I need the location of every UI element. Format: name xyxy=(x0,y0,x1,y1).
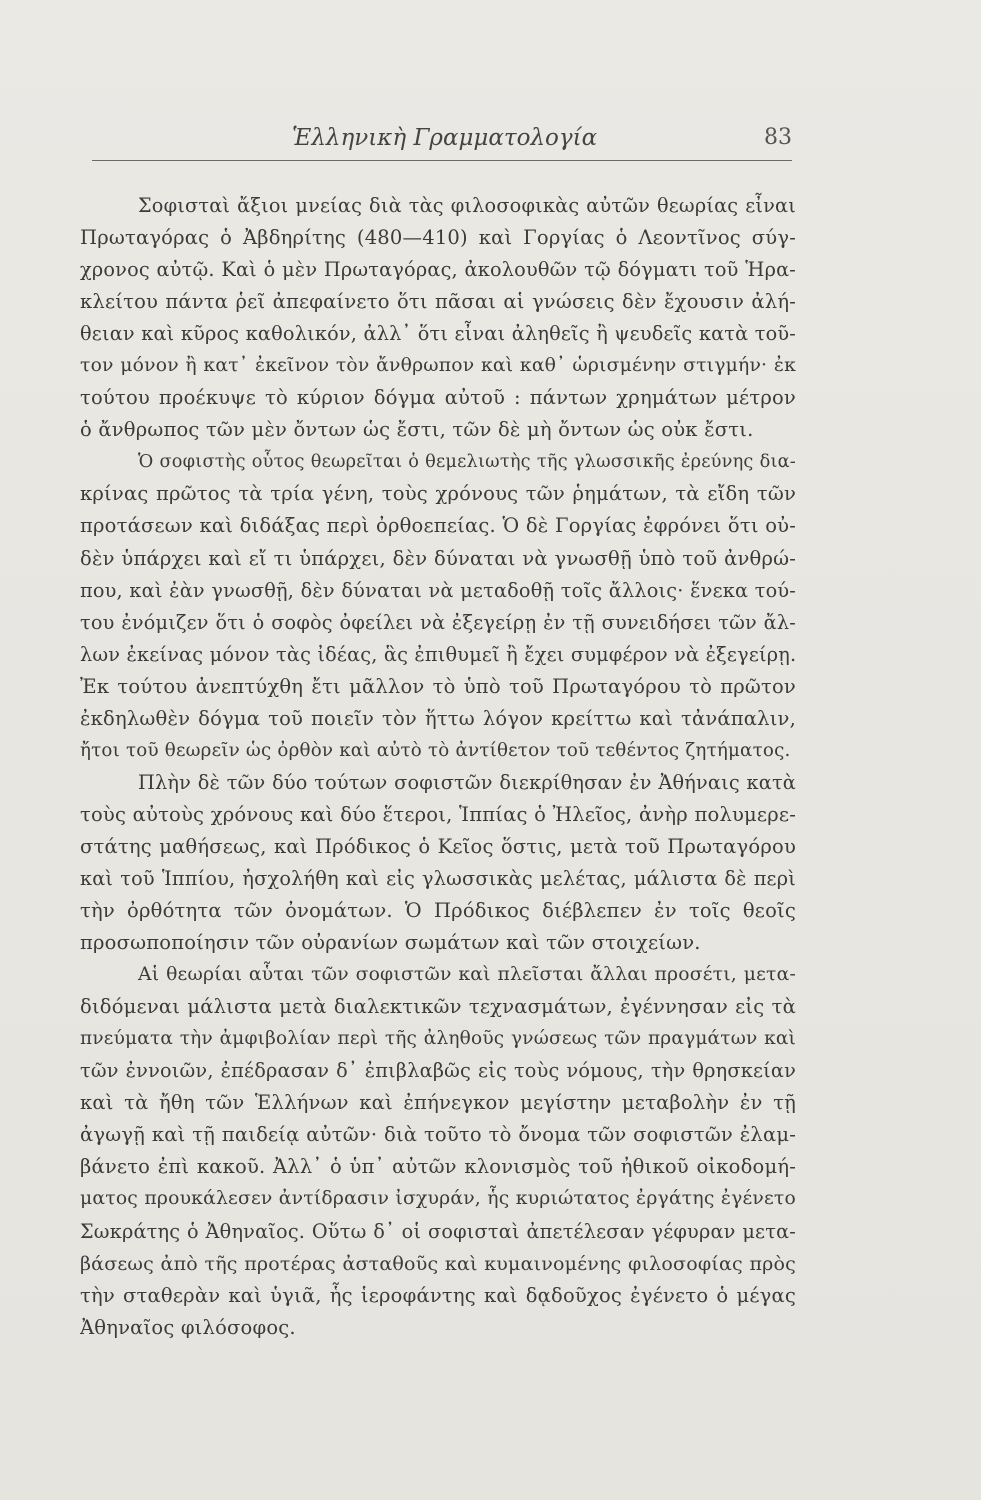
page-header xyxy=(92,125,792,161)
text-line: Σοφισταὶ ἄξιοι μνείας διὰ τὰς φιλοσοφικὰς αὐτῶν θεωρίας εἶναι xyxy=(138,194,796,217)
text-line: τον μόνον ἢ κατ᾽ ἐκεῖνον τὸν ἄνθρωπον καὶ καθ᾽ ὡρισμένην στιγμήν· ἐκ xyxy=(80,355,796,377)
text-line: ὁ ἄνθρωπος τῶν μὲν ὄντων ὡς ἔστι, τῶν δὲ μὴ ὄντων ὡς οὐκ ἔστι. xyxy=(80,418,754,442)
text-line: ἐκδηλωθὲν δόγμα τοῦ ποιεῖν τὸν ἥττω λόγον κρείττω καὶ τἀνάπαλιν, xyxy=(80,706,796,730)
text-line: καὶ τὰ ἤθη τῶν Ἑλλήνων καὶ ἐπήνεγκον μεγίστην μεταβολὴν ἐν τῇ xyxy=(80,1091,796,1115)
text-line: του ἐνόμιζεν ὅτι ὁ σοφὸς ὀφείλει νὰ ἐξεγείρῃ ἐν τῇ συνειδήσει τῶν ἄλ- xyxy=(80,610,796,634)
text-line: Ὁ σοφιστὴς οὗτος θεωρεῖται ὁ θεμελιωτὴς τῆς γλωσσικῆς ἐρεύνης δια- xyxy=(138,452,796,473)
text-line: ἀγωγῇ καὶ τῇ παιδείᾳ αὐτῶν· διὰ τοῦτο τὸ ὄνομα τῶν σοφιστῶν ἐλαμ- xyxy=(80,1123,796,1147)
text-line: κλείτου πάντα ῥεῖ ἀπεφαίνετο ὅτι πᾶσαι αἱ γνώσεις δὲν ἔχουσιν ἀλή- xyxy=(80,290,796,314)
text-line: τοὺς αὐτοὺς χρόνους καὶ δύο ἕτεροι, Ἱππίας ὁ Ἠλεῖος, ἀνὴρ πολυμερε- xyxy=(80,802,796,826)
text-line: καὶ τοῦ Ἱππίου, ἠσχολήθη καὶ εἰς γλωσσικὰς μελέτας, μάλιστα δὲ περὶ xyxy=(80,866,796,890)
text-line: ἤτοι τοῦ θεωρεῖν ὡς ὀρθὸν καὶ αὐτὸ τὸ ἀντίθετον τοῦ τεθέντος ζητήματος. xyxy=(80,739,791,761)
text-line: τὴν σταθερὰν καὶ ὑγιᾶ, ἧς ἱεροφάντης καὶ δᾳδοῦχος ἐγένετο ὁ μέγας xyxy=(80,1283,796,1307)
text-line: πνεύματα τὴν ἀμφιβολίαν περὶ τῆς ἀληθοῦς γνώσεως τῶν πραγμάτων καὶ xyxy=(80,1028,796,1050)
text-line: Ἐκ τούτου ἀνεπτύχθη ἔτι μᾶλλον τὸ ὑπὸ τοῦ Πρωταγόρου τὸ πρῶτον xyxy=(80,674,796,698)
text-line: Ἀθηναῖος φιλόσοφος. xyxy=(80,1315,296,1339)
text-line: Πρωταγόρας ὁ Ἀβδηρίτης (480—410) καὶ Γοργίας ὁ Λεοντῖνος σύγ- xyxy=(80,226,796,250)
text-line: κρίνας πρῶτος τὰ τρία γένη, τοὺς χρόνους τῶν ῥημάτων, τὰ εἴδη τῶν xyxy=(80,482,796,506)
text-line: θειαν καὶ κῦρος καθολικόν, ἀλλ᾽ ὅτι εἶναι ἀληθεῖς ἢ ψευδεῖς κατὰ τοῦ- xyxy=(80,322,796,346)
text-line: βάσεως ἀπὸ τῆς προτέρας ἀσταθοῦς καὶ κυμαινομένης φιλοσοφίας πρὸς xyxy=(80,1252,796,1275)
text-line: Πλὴν δὲ τῶν δύο τούτων σοφιστῶν διεκρίθησαν ἐν Ἀθήναις κατὰ xyxy=(138,770,796,794)
text-line: Αἱ θεωρίαι αὗται τῶν σοφιστῶν καὶ πλεῖσται ἄλλαι προσέτι, μετα- xyxy=(138,964,796,986)
page-number: 83 xyxy=(764,125,792,150)
text-line: που, καὶ ἐὰν γνωσθῇ, δὲν δύναται νὰ μεταδοθῇ τοῖς ἄλλοις· ἕνεκα τού- xyxy=(80,578,796,602)
text-line: δὲν ὑπάρχει καὶ εἴ τι ὑπάρχει, δὲν δύναται νὰ γνωσθῇ ὑπὸ τοῦ ἀνθρώ- xyxy=(80,546,796,570)
running-title: Ἑλληνικὴ Γραμματολογία xyxy=(292,125,598,151)
body-text xyxy=(80,190,796,1344)
text-line: Σωκράτης ὁ Ἀθηναῖος. Οὕτω δ᾽ οἱ σοφισταὶ ἀπετέλεσαν γέφυραν μετα- xyxy=(80,1219,796,1243)
header-rule xyxy=(92,160,792,161)
text-line: προσωποποίησιν τῶν οὐρανίων σωμάτων καὶ τῶν στοιχείων. xyxy=(80,931,701,955)
text-line: λων ἐκείνας μόνον τὰς ἰδέας, ἃς ἐπιθυμεῖ ἢ ἔχει συμφέρον νὰ ἐξεγείρῃ. xyxy=(80,642,796,666)
text-line: βάνετο ἐπὶ κακοῦ. Ἀλλ᾽ ὁ ὑπ᾽ αὐτῶν κλονισμὸς τοῦ ἠθικοῦ οἰκοδομή- xyxy=(80,1155,796,1179)
text-line: προτάσεων καὶ διδάξας περὶ ὀρθοεπείας. Ὁ δὲ Γοργίας ἐφρόνει ὅτι οὐ- xyxy=(80,514,796,538)
text-line: στάτης μαθήσεως, καὶ Πρόδικος ὁ Κεῖος ὅστις, μετὰ τοῦ Πρωταγόρου xyxy=(80,834,796,858)
text-line: τούτου προέκυψε τὸ κύριον δόγμα αὐτοῦ : πάντων χρημάτων μέτρον xyxy=(80,386,796,410)
text-line: διδόμεναι μάλιστα μετὰ διαλεκτικῶν τεχνασμάτων, ἐγέννησαν εἰς τὰ xyxy=(80,995,796,1019)
text-line: τῶν ἐννοιῶν, ἐπέδρασαν δ᾽ ἐπιβλαβῶς εἰς τοὺς νόμους, τὴν θρησκείαν xyxy=(80,1059,796,1083)
text-line: τὴν ὀρθότητα τῶν ὀνομάτων. Ὁ Πρόδικος διέβλεπεν ἐν τοῖς θεοῖς xyxy=(80,899,796,923)
text-line: ματος προυκάλεσεν ἀντίδρασιν ἰσχυράν, ἧς κυριώτατος ἐργάτης ἐγένετο xyxy=(80,1188,796,1210)
text-line: χρονος αὐτῷ. Καὶ ὁ μὲν Πρωταγόρας, ἀκολουθῶν τῷ δόγματι τοῦ Ἡρα- xyxy=(80,258,796,282)
